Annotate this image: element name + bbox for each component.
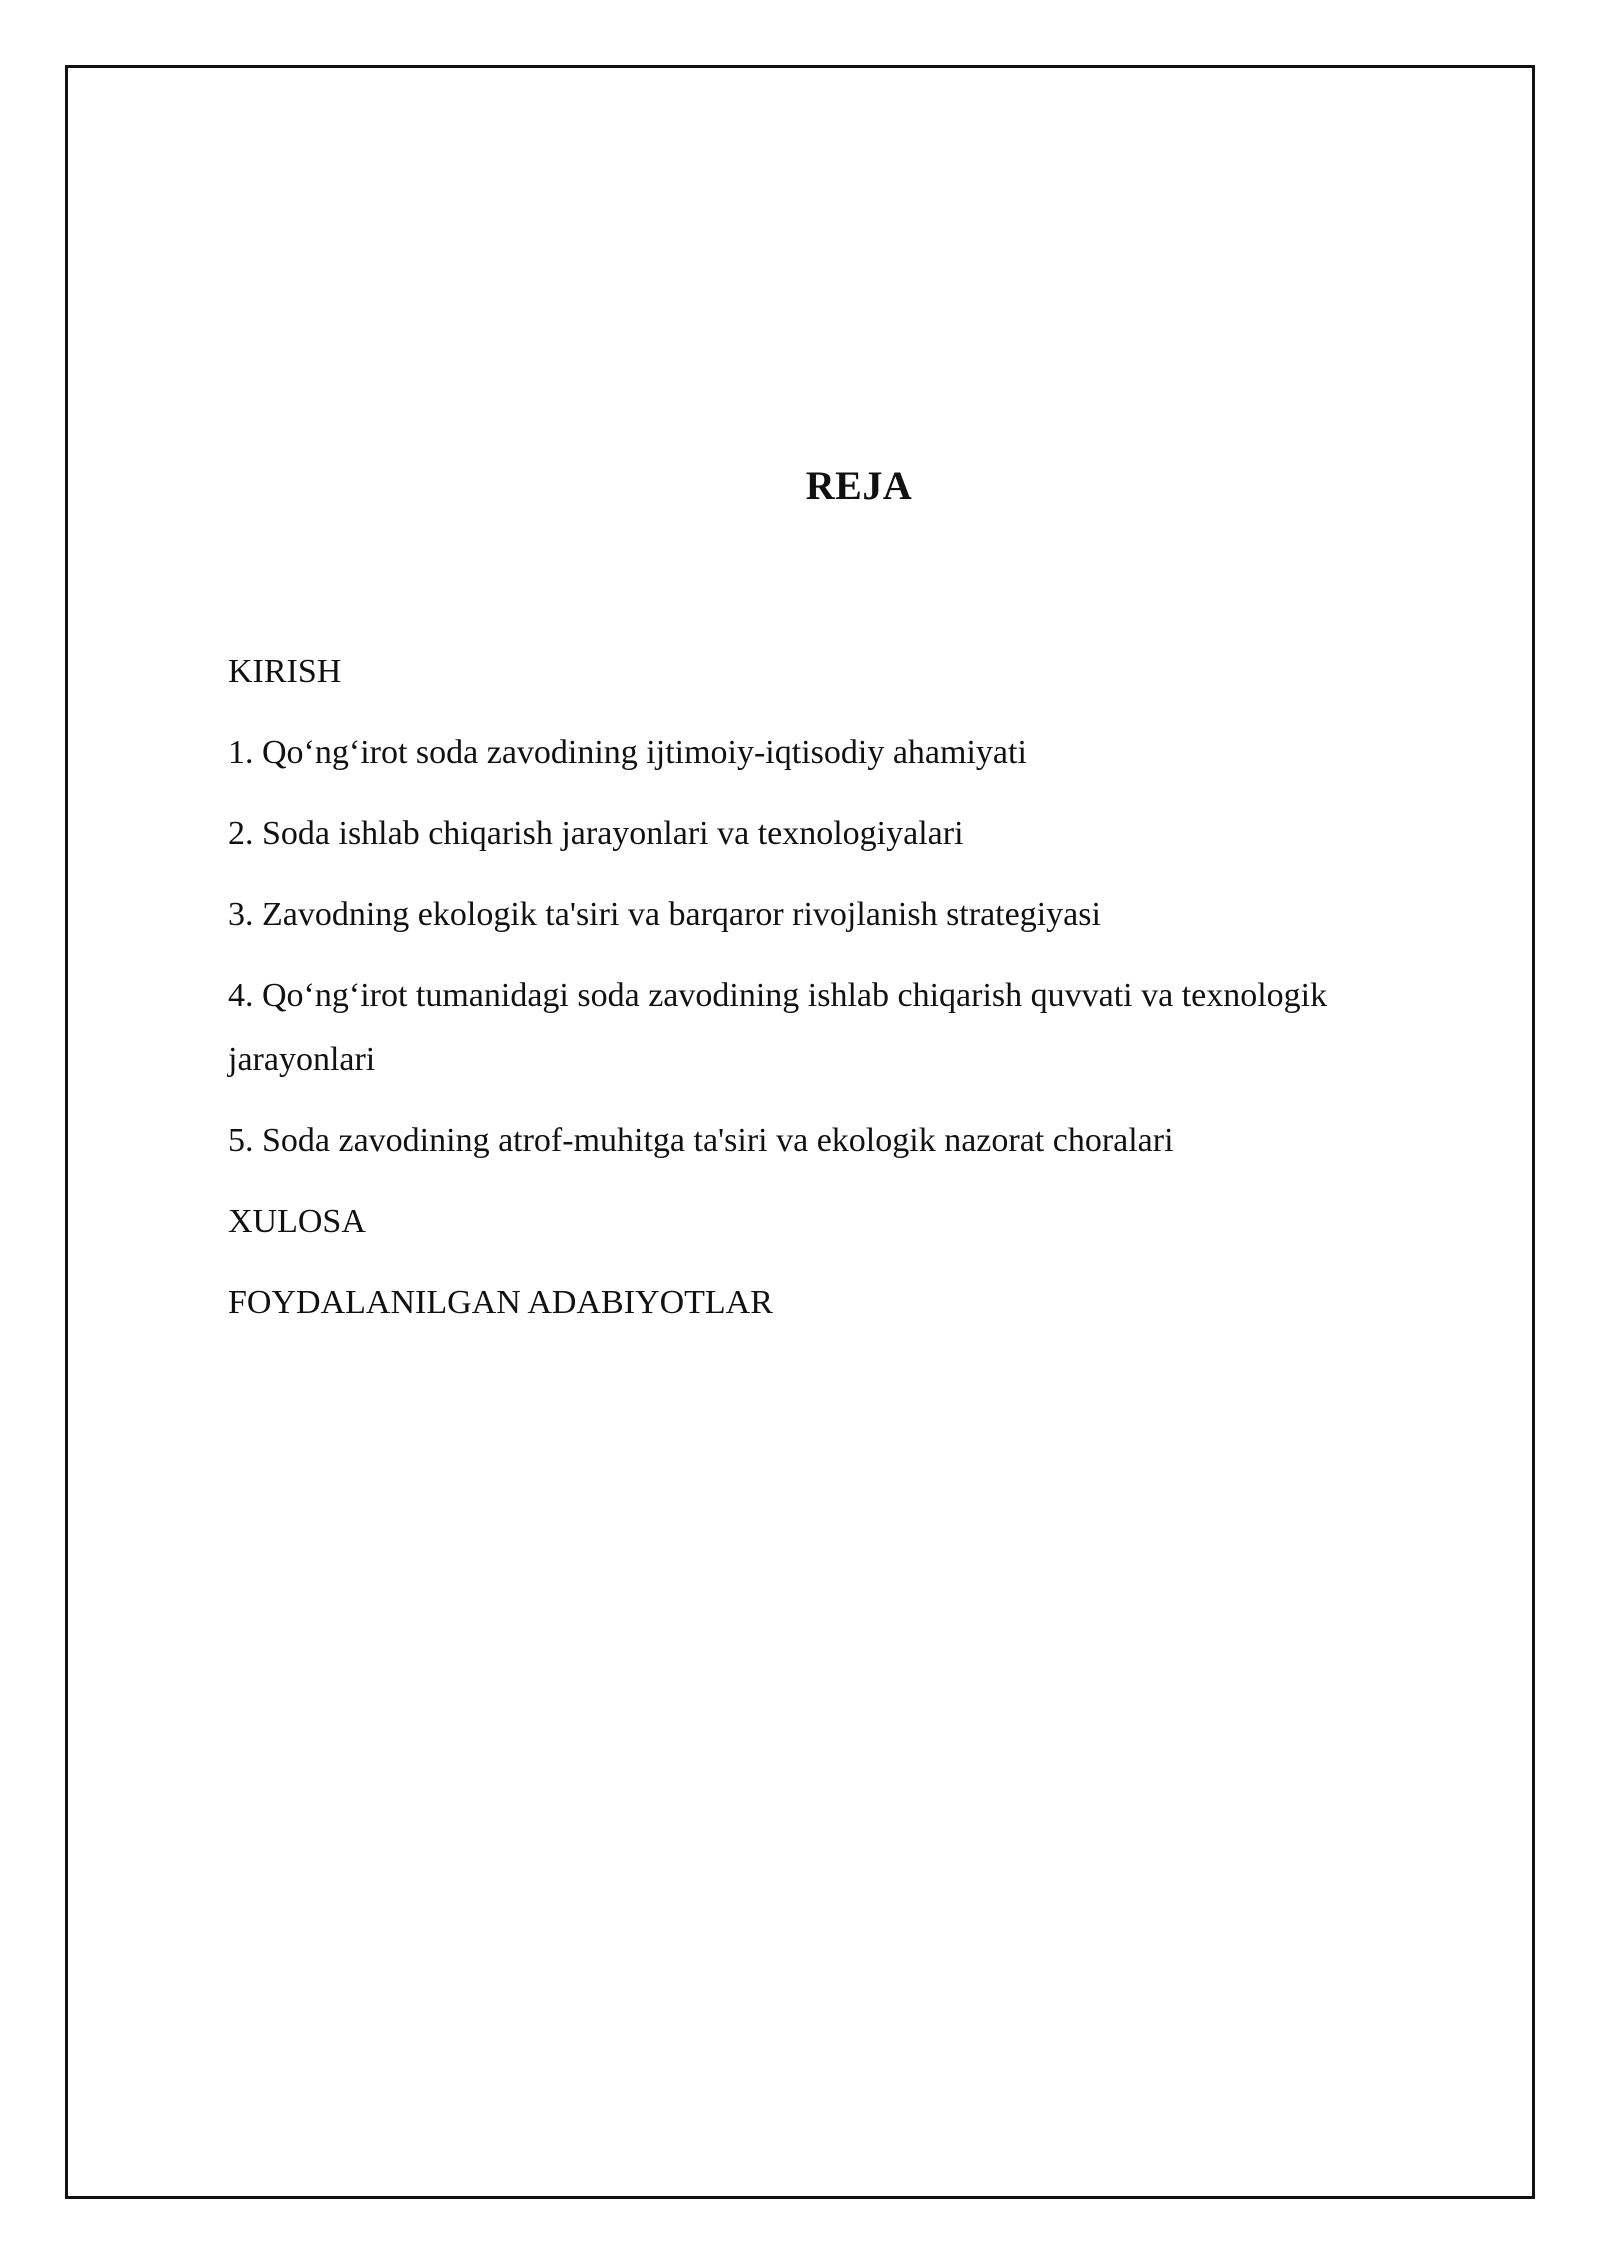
- page-title: REJA: [805, 463, 913, 508]
- toc-item-kirish: KIRISH: [228, 653, 342, 690]
- toc-item-5: 5. Soda zavodining atrof-muhitga ta'siri va ekologik nazorat choralari: [228, 1122, 1174, 1159]
- table-of-contents: [228, 640, 1468, 1352]
- toc-item-xulosa: XULOSA: [228, 1203, 366, 1240]
- toc-item-3: 3. Zavodning ekologik ta'siri va barqaror rivojlanish strategiyasi: [228, 896, 1101, 933]
- toc-item-1: 1. Qo‘ng‘irot soda zavodining ijtimoiy-iqtisodiy ahamiyati: [228, 734, 1027, 771]
- toc-item-4: 4. Qo‘ng‘irot tumanidagi soda zavodining ishlab chiqarish quvvati va texnologik jarayonlari: [228, 977, 1328, 1078]
- toc-item-2: 2. Soda ishlab chiqarish jarayonlari va texnologiyalari: [228, 815, 964, 852]
- toc-item-adabiyotlar: FOYDALANILGAN ADABIYOTLAR: [228, 1284, 773, 1321]
